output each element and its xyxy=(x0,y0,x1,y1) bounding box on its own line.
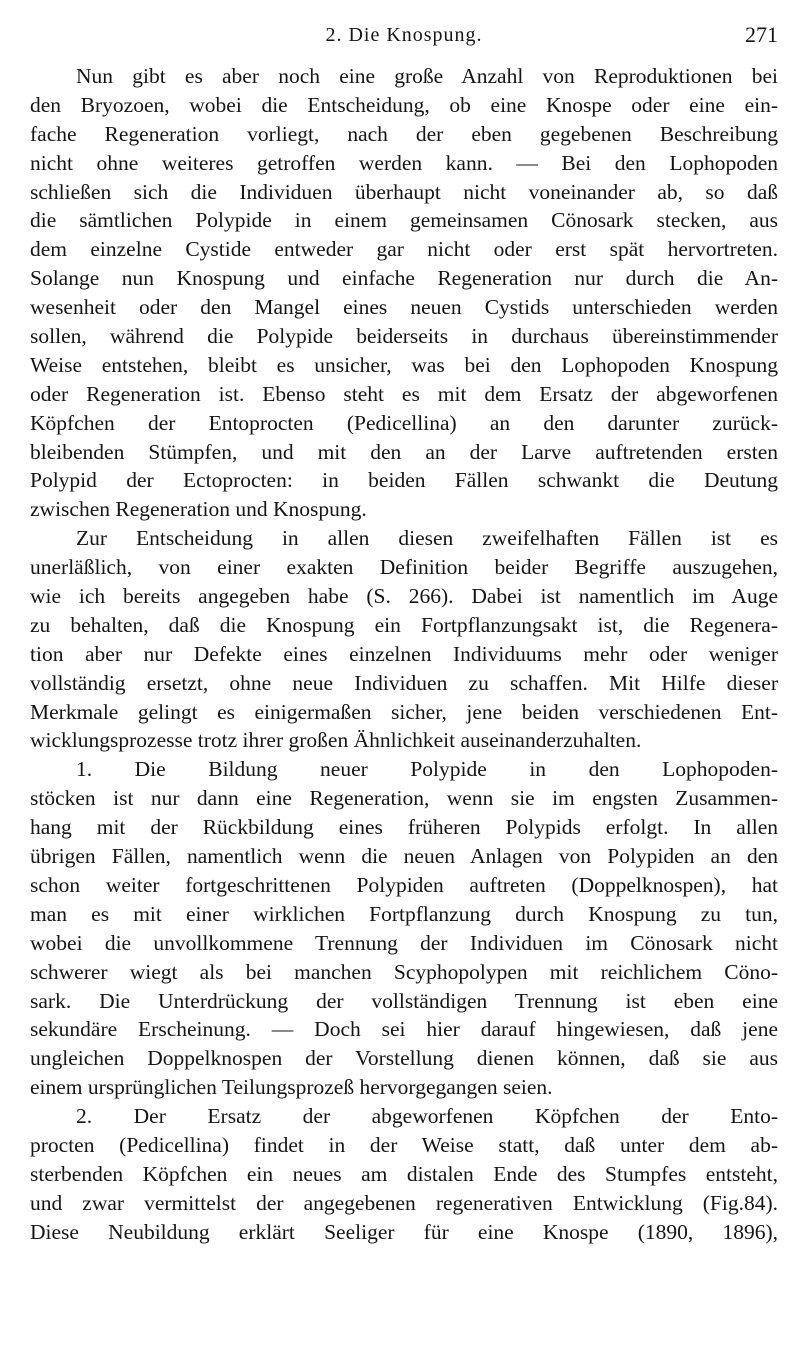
text-line: den Bryozoen, wobei die Entscheidung, ob eine Knospe oder eine ein- xyxy=(30,92,778,117)
text-line: stöcken ist nur dann eine Regeneration, wenn sie im engsten Zusammen- xyxy=(30,786,778,811)
text-line: bleibenden Stümpfen, und mit den an der Larve auftretenden ersten xyxy=(30,439,778,464)
text-line: schließen sich die Individuen überhaupt nicht voneinander ab, so daß xyxy=(30,179,778,204)
text-line: oder Regeneration ist. Ebenso steht es mit dem Ersatz der abgeworfenen xyxy=(30,381,778,406)
text-line: Nun gibt es aber noch eine große Anzahl von Reproduktionen bei xyxy=(76,64,778,88)
text-line: ungleichen Doppelknospen der Vorstellung dienen können, daß sie aus xyxy=(30,1046,778,1071)
text-line: wesenheit oder den Mangel eines neuen Cystids unterschieden werden xyxy=(30,295,778,320)
text-line: Weise entstehen, bleibt es unsicher, was bei den Lophopoden Knospung xyxy=(30,352,778,377)
text-line: Polypid der Ectoprocten: in beiden Fällen schwankt die Deutung xyxy=(30,468,778,493)
text-line: man es mit einer wirklichen Fortpflanzung durch Knospung zu tun, xyxy=(30,901,778,926)
text-line: vollständig ersetzt, ohne neue Individuen zu schaffen. Mit Hilfe dieser xyxy=(30,670,778,695)
text-line: einem ursprünglichen Teilungsprozeß hervorgegangen seien. xyxy=(30,1075,553,1100)
text-line: wie ich bereits angegeben habe (S. 266). Dabei ist namentlich im Auge xyxy=(30,584,778,609)
text-line: procten (Pedicellina) findet in der Weise statt, daß unter dem ab- xyxy=(30,1132,778,1157)
text-line: schwerer wiegt als bei manchen Scyphopolypen mit reichlichem Cöno- xyxy=(30,959,778,984)
text-line: und zwar vermittelst der angegebenen regenerativen Entwicklung (Fig.84). xyxy=(30,1190,778,1215)
text-line: 2. Der Ersatz der abgeworfenen Köpfchen der Ento- xyxy=(76,1104,778,1129)
text-line: schon weiter fortgeschrittenen Polypiden auftreten (Doppelknospen), hat xyxy=(30,872,778,897)
text-line: übrigen Fällen, namentlich wenn die neuen Anlagen von Polypiden an den xyxy=(30,844,778,869)
text-line: fache Regeneration vorliegt, nach der eben gegebenen Beschreibung xyxy=(30,121,778,146)
text-line: die sämtlichen Polypide in einem gemeinsamen Cönosark stecken, aus xyxy=(30,208,778,233)
text-line: nicht ohne weiteres getroffen werden kann. — Bei den Lophopoden xyxy=(30,150,778,175)
text-line: sark. Die Unterdrückung der vollständigen Trennung ist eben eine xyxy=(30,988,778,1013)
text-line: dem einzelne Cystide entweder gar nicht oder erst spät hervortreten. xyxy=(30,237,778,262)
running-head: 2. Die Knospung. xyxy=(325,24,483,46)
text-line: Solange nun Knospung und einfache Regeneration nur durch die An- xyxy=(30,266,778,291)
page-header xyxy=(30,22,778,62)
text-line: sekundäre Erscheinung. — Doch sei hier darauf hingewiesen, daß jene xyxy=(30,1017,778,1042)
text-line: Merkmale gelingt es einigermaßen sicher, jene beiden verschiedenen Ent- xyxy=(30,699,778,724)
text-line: unerläßlich, von einer exakten Definition beider Begriffe auszugehen, xyxy=(30,555,778,580)
text-line: tion aber nur Defekte eines einzelnen Individuums mehr oder weniger xyxy=(30,641,778,666)
text-line: sollen, während die Polypide beiderseits in durchaus übereinstimmender xyxy=(30,324,778,349)
text-line: hang mit der Rückbildung eines früheren Polypids erfolgt. In allen xyxy=(30,815,778,840)
text-line: wobei die unvollkommene Trennung der Individuen im Cönosark nicht xyxy=(30,930,778,955)
text-line: wicklungsprozesse trotz ihrer großen Ähnlichkeit auseinanderzuhalten. xyxy=(30,728,642,753)
body-text xyxy=(30,62,778,1247)
text-line: Diese Neubildung erklärt Seeliger für eine Knospe (1890, 1896), xyxy=(30,1219,778,1244)
page-number: 271 xyxy=(745,22,778,47)
text-line: Zur Entscheidung in allen diesen zweifelhaften Fällen ist es xyxy=(76,526,778,551)
book-page xyxy=(30,22,778,1247)
text-line: zu behalten, daß die Knospung ein Fortpflanzungsakt ist, die Regenera- xyxy=(30,612,778,637)
text-line: zwischen Regeneration und Knospung. xyxy=(30,497,367,522)
text-line: Köpfchen der Entoprocten (Pedicellina) an den darunter zurück- xyxy=(30,410,778,435)
text-line: 1. Die Bildung neuer Polypide in den Lophopoden- xyxy=(76,757,778,782)
text-line: sterbenden Köpfchen ein neues am distalen Ende des Stumpfes entsteht, xyxy=(30,1161,778,1186)
